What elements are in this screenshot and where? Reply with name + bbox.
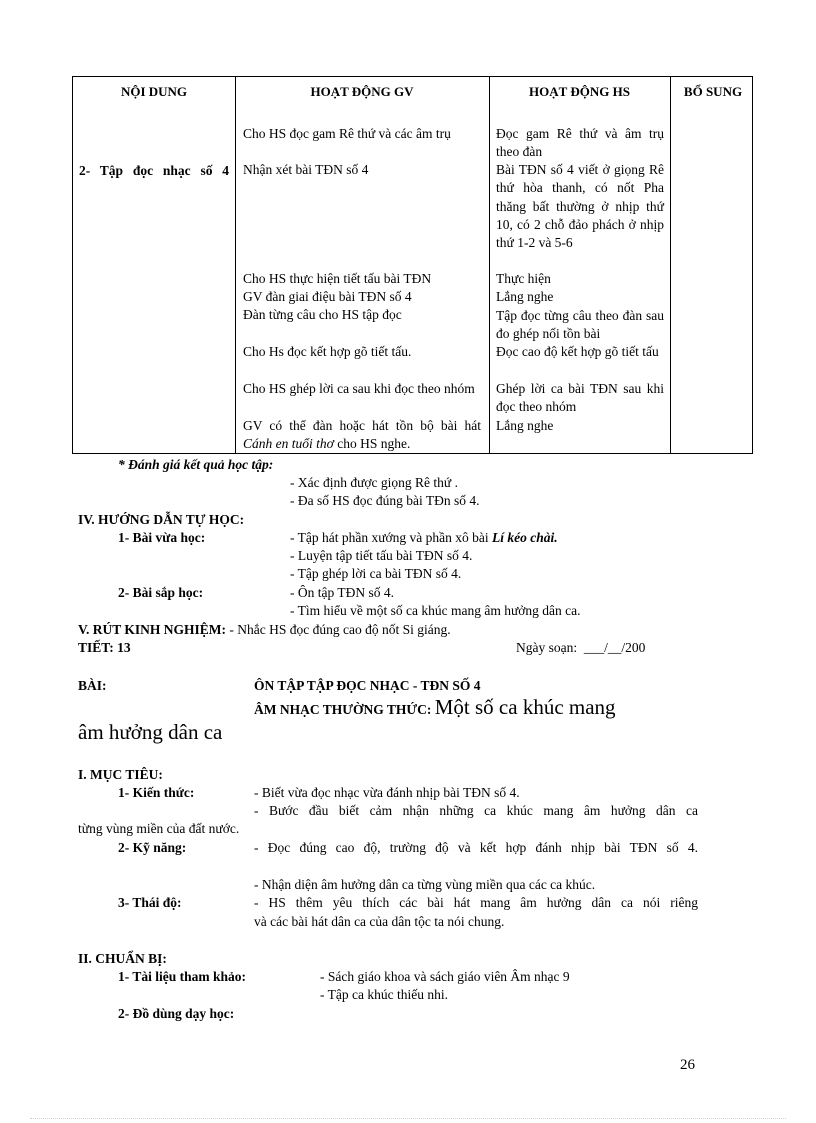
attitude-label: 3- Thái độ:: [118, 895, 182, 910]
gv-activity-4: GV đàn giai điệu bài TĐN số 4: [243, 289, 412, 304]
tiet-label: TIẾT: 13: [78, 640, 131, 655]
gv-activity-8-cont: Cánh en tuổi thơ cho HS nghe.: [243, 436, 411, 451]
gv-activity-3: Cho HS thực hiện tiết tấu bài TĐN: [243, 271, 432, 286]
header-bo-sung: BỔ SUNG: [683, 84, 743, 99]
gv-activity-1: Cho HS đọc gam Rê thứ và các âm trụ: [243, 126, 451, 141]
knowledge-label: 1- Kiến thức:: [118, 785, 195, 800]
eval-item: - Xác định được giọng Rê thứ .: [290, 475, 458, 490]
skill-item: - Nhận diện âm hưởng dân ca từng vùng miền qua các ca khúc.: [254, 877, 596, 892]
section-4-sub2: 2- Bài sắp học:: [118, 585, 204, 600]
gv-activity-7: Cho HS ghép lời ca sau khi đọc theo nhóm: [243, 381, 475, 396]
date-field: Ngày soạn: ___/__/200: [516, 640, 646, 655]
attitude-item: - HS thêm yêu thích các bài hát mang âm hưởng dân ca nói riêng: [254, 895, 698, 910]
section-4-sub1-item: - Luyện tập tiết tấu bài TĐN số 4.: [290, 548, 473, 563]
page-bottom-border: [30, 1118, 786, 1119]
gv-activity-2: Nhận xét bài TĐN số 4: [243, 162, 369, 177]
page-number: 26: [680, 1057, 695, 1073]
hs-activity-3: Thực hiện: [496, 271, 551, 286]
hs-activity-7: Ghép lời ca bài TĐN sau khi đọc theo nhóm: [496, 381, 664, 414]
lesson-title-line2: ÂM NHẠC THƯỜNG THỨC: Một số ca khúc mang: [254, 695, 616, 719]
lesson-title-line1: ÔN TẬP TẬP ĐỌC NHẠC - TĐN SỐ 4: [254, 678, 481, 693]
section-5: [78, 621, 451, 638]
lesson-title-line3: âm hưởng dân ca: [78, 720, 223, 744]
section-5-title: V. RÚT KINH NGHIỆM:: [78, 622, 227, 637]
header-noi-dung: NỘI DUNG: [120, 84, 188, 99]
section-5-text: - Nhắc HS đọc đúng cao độ nốt Si giáng.: [229, 622, 451, 637]
gv-activity-8: GV có thể đàn hoặc hát tồn bộ bài hát: [243, 418, 481, 433]
header-hoat-dong-hs: HOẠT ĐỘNG HS: [529, 84, 630, 99]
skill-label: 2- Kỹ năng:: [118, 840, 187, 855]
reference-label: 1- Tài liệu tham khảo:: [118, 969, 247, 984]
hs-activity-6: Đọc cao độ kết hợp gõ tiết tấu: [496, 344, 659, 359]
knowledge-item: - Biết vừa đọc nhạc vừa đánh nhịp bài TĐN số 4.: [254, 785, 520, 800]
hs-activity-5: Tập đọc từng câu theo đàn sau đo ghép nối tồn bài: [496, 308, 664, 341]
lesson-activity-table: [72, 76, 753, 454]
lesson-label: BÀI:: [78, 678, 107, 693]
attitude-item-cont: và các bài hát dân ca của dân tộc ta nói chung.: [254, 914, 505, 929]
section-4-sub2-item: - Tìm hiểu về một số ca khúc mang âm hưởng dân ca.: [290, 603, 581, 618]
eval-title: * Đánh giá kết quả học tập:: [118, 457, 274, 472]
section-4-title: IV. HƯỚNG DẪN TỰ HỌC:: [78, 512, 245, 527]
section-1-title: I. MỤC TIÊU:: [78, 767, 163, 782]
hs-activity-2: Bài TĐN số 4 viết ở giọng Rê thứ hòa thanh, có nốt Pha thăng bất thường ở nhịp thứ 10, có 2 chỗ đảo phách ở nhịp thứ 1-2 và 5-6: [496, 162, 664, 251]
header-hoat-dong-gv: HOẠT ĐỘNG GV: [310, 84, 414, 99]
knowledge-item: - Bước đầu biết cảm nhận những ca khúc mang âm hưởng dân ca: [254, 803, 698, 818]
knowledge-item-cont: từng vùng miền của đất nước.: [78, 821, 240, 836]
table-column-divider: [235, 77, 236, 453]
reference-item: - Tập ca khúc thiếu nhi.: [320, 987, 448, 1002]
gv-activity-6: Cho Hs đọc kết hợp gõ tiết tấu.: [243, 344, 412, 359]
table-column-divider: [670, 77, 671, 453]
section-4-sub1-item: - Tập ghép lời ca bài TĐN số 4.: [290, 566, 462, 581]
song-title: Lí kéo chài.: [492, 530, 558, 545]
gv-activity-5: Đàn từng câu cho HS tập đọc: [243, 307, 402, 322]
song-title: Cánh en tuổi thơ: [243, 436, 334, 451]
section-2-title: II. CHUẨN BỊ:: [78, 951, 167, 966]
hs-activity-1: Đọc gam Rê thứ và âm trụ theo đàn: [496, 126, 664, 159]
hs-activity-4: Lắng nghe: [496, 289, 554, 304]
section-4-sub1-item: - Tập hát phần xướng và phần xô bài Lí kéo chài.: [290, 530, 558, 545]
section-4-sub2-item: - Ôn tập TĐN số 4.: [290, 585, 394, 600]
content-title: 2- Tập đọc nhạc số 4: [79, 163, 229, 178]
skill-item: - Đọc đúng cao độ, trường độ và kết hợp đánh nhịp bài TĐN số 4.: [254, 840, 698, 855]
table-column-divider: [489, 77, 490, 453]
reference-item: - Sách giáo khoa và sách giáo viên Âm nhạc 9: [320, 969, 570, 984]
section-4-sub1: 1- Bài vừa học:: [118, 530, 206, 545]
hs-activity-8: Lắng nghe: [496, 418, 554, 433]
teaching-tools-label: 2- Đồ dùng dạy học:: [118, 1006, 235, 1021]
eval-item: - Đa số HS đọc đúng bài TĐn số 4.: [290, 493, 480, 508]
